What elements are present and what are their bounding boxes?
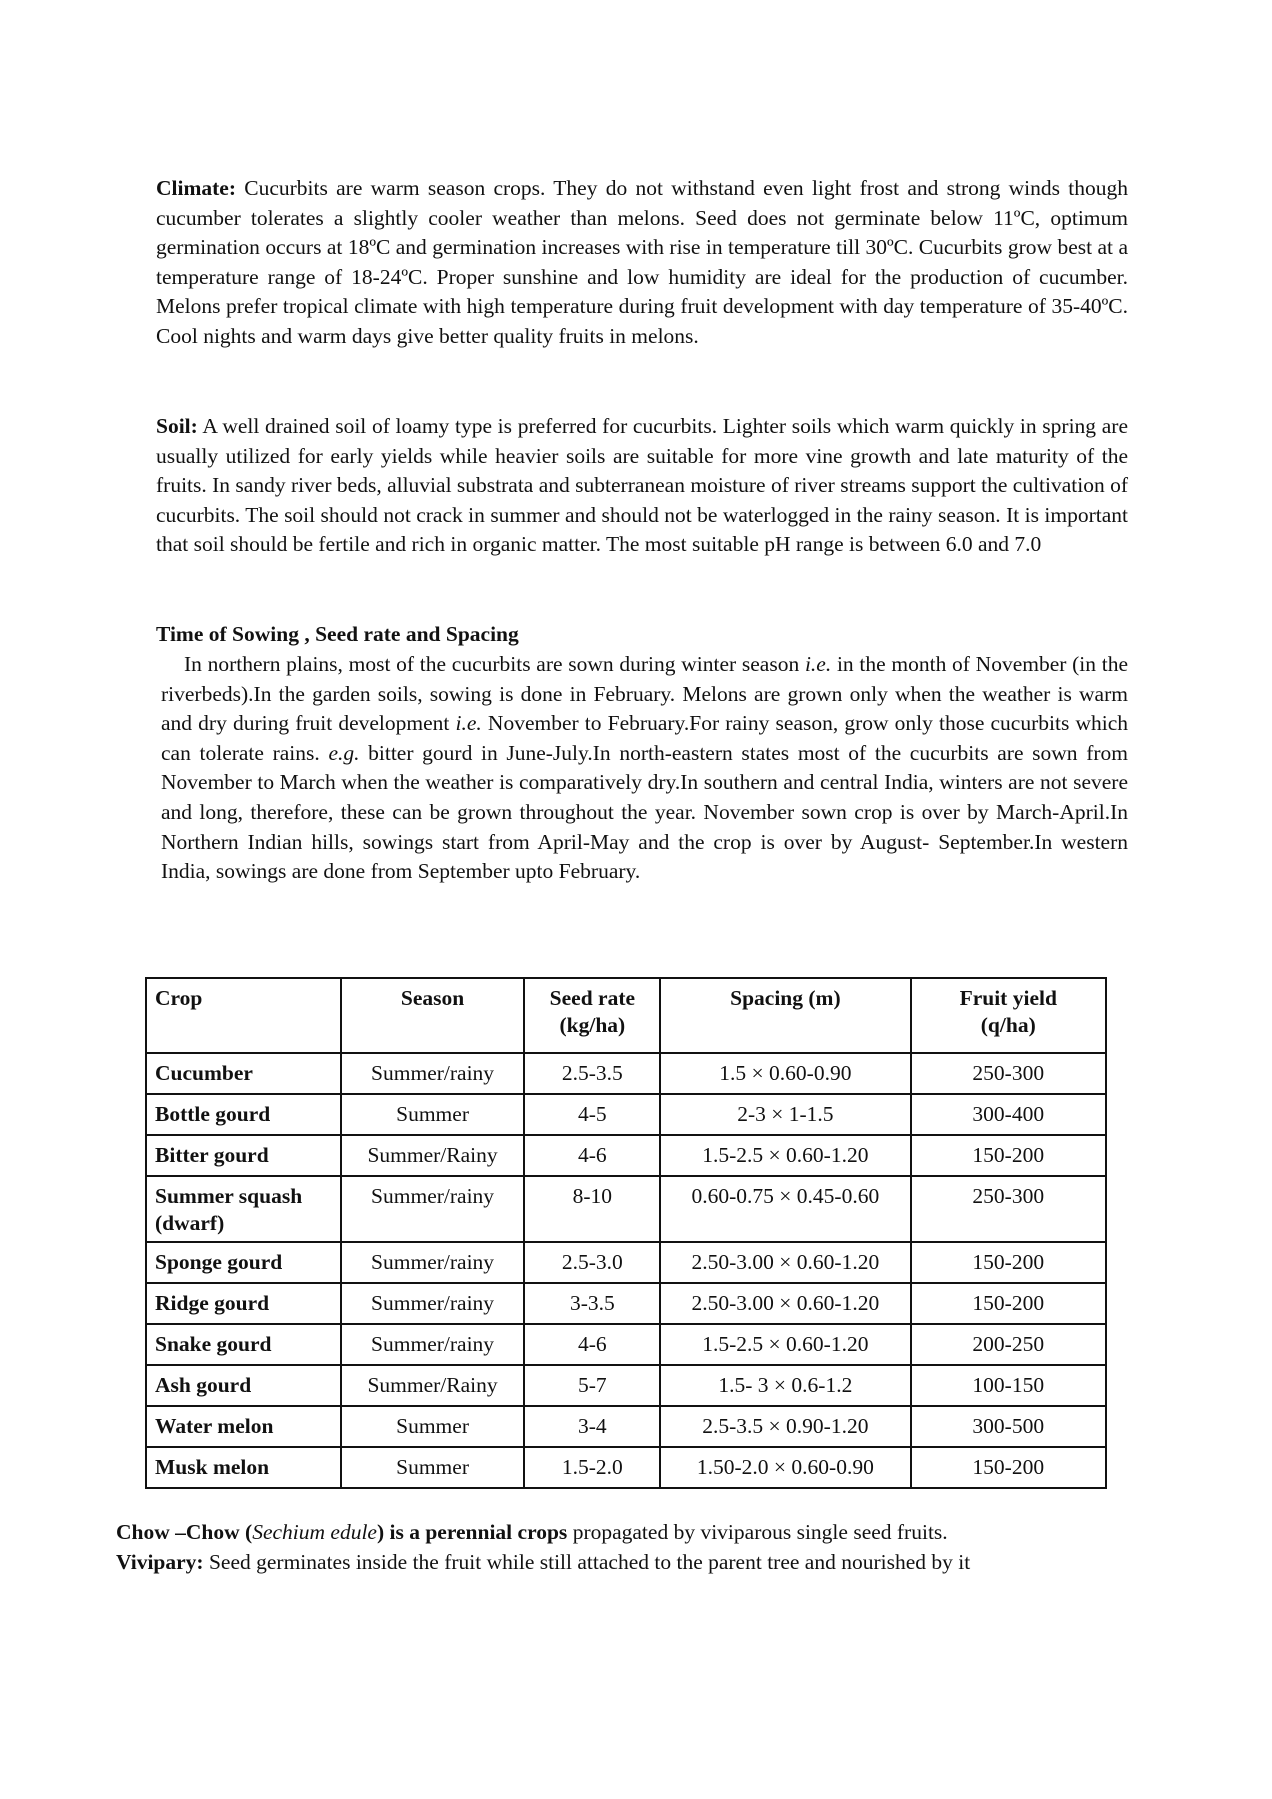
- cell-seed-rate: 4-5: [524, 1094, 660, 1135]
- sowing-paragraph: [161, 650, 1128, 887]
- table-row: [146, 1447, 1106, 1488]
- cell-season: Summer/Rainy: [341, 1135, 525, 1176]
- sowing-text-1: In northern plains, most of the cucurbits are sown during winter season: [184, 652, 805, 676]
- cell-yield: 300-400: [911, 1094, 1106, 1135]
- cell-season: Summer/rainy: [341, 1242, 525, 1283]
- header-fruit-yield: [911, 978, 1106, 1053]
- cell-spacing: 1.5- 3 × 0.6-1.2: [660, 1365, 910, 1406]
- cell-spacing: 1.50-2.0 × 0.60-0.90: [660, 1447, 910, 1488]
- chow-bold-2: ) is a perennial crops: [376, 1520, 568, 1544]
- header-spacing: Spacing (m): [660, 978, 910, 1053]
- chow-chow-line: [116, 1518, 948, 1548]
- crop-table: [145, 977, 1107, 1489]
- climate-label: Climate:: [156, 176, 236, 200]
- cell-yield: 150-200: [911, 1283, 1106, 1324]
- cell-crop: Water melon: [146, 1406, 341, 1447]
- cell-seed-rate: 5-7: [524, 1365, 660, 1406]
- cell-season: Summer: [341, 1447, 525, 1488]
- cell-season: Summer: [341, 1094, 525, 1135]
- cell-crop: Snake gourd: [146, 1324, 341, 1365]
- cell-spacing: 2-3 × 1-1.5: [660, 1094, 910, 1135]
- cell-yield: 150-200: [911, 1447, 1106, 1488]
- header-season: Season: [341, 978, 525, 1053]
- cell-seed-rate: 2.5-3.0: [524, 1242, 660, 1283]
- cell-seed-rate: 4-6: [524, 1324, 660, 1365]
- cell-yield: 250-300: [911, 1176, 1106, 1242]
- cell-seed-rate: 3-3.5: [524, 1283, 660, 1324]
- table-header-row: [146, 978, 1106, 1053]
- cell-crop: Cucumber: [146, 1053, 341, 1094]
- sowing-text-2: in the month of November (in the riverbeds).In the garden soils, sowing is done in February. Melons are grown only when the weather is warm and dry during fruit development: [161, 652, 1128, 736]
- cell-spacing: 1.5 × 0.60-0.90: [660, 1053, 910, 1094]
- chow-bold-1: Chow –Chow (: [116, 1520, 253, 1544]
- cell-seed-rate: 4-6: [524, 1135, 660, 1176]
- cell-season: Summer/rainy: [341, 1324, 525, 1365]
- cell-season: Summer/rainy: [341, 1176, 525, 1242]
- soil-label: Soil:: [156, 414, 198, 438]
- cell-spacing: 0.60-0.75 × 0.45-0.60: [660, 1176, 910, 1242]
- table-row: [146, 1406, 1106, 1447]
- vivipary-text: Seed germinates inside the fruit while still attached to the parent tree and nourished by it: [203, 1550, 971, 1574]
- header-seed-rate-line2: (kg/ha): [559, 1013, 626, 1037]
- cell-crop: Bitter gourd: [146, 1135, 341, 1176]
- header-fruit-yield-line2: (q/ha): [980, 1013, 1036, 1037]
- cell-crop: Bottle gourd: [146, 1094, 341, 1135]
- cell-spacing: 2.5-3.5 × 0.90-1.20: [660, 1406, 910, 1447]
- cell-crop: Sponge gourd: [146, 1242, 341, 1283]
- cell-yield: 300-500: [911, 1406, 1106, 1447]
- cell-season: Summer/rainy: [341, 1283, 525, 1324]
- cell-seed-rate: 3-4: [524, 1406, 660, 1447]
- soil-paragraph: [156, 412, 1128, 560]
- cell-seed-rate: 2.5-3.5: [524, 1053, 660, 1094]
- soil-text: A well drained soil of loamy type is preferred for cucurbits. Lighter soils which warm quickly in spring are usually utilized for early yields while heavier soils are suitable for more vine growth and late maturity of the fruits. In sandy river beds, alluvial substrata and subterranean moisture of river streams support the cultivation of cucurbits. The soil should not crack in summer and should not be waterlogged in the rainy season. It is important that soil should be fertile and rich in organic matter. The most suitable pH range is between 6.0 and 7.0: [156, 414, 1129, 557]
- header-crop: Crop: [146, 978, 341, 1053]
- table-row: [146, 1094, 1106, 1135]
- cell-yield: 150-200: [911, 1242, 1106, 1283]
- chow-scientific-name: Sechium edule: [252, 1520, 377, 1544]
- cell-spacing: 1.5-2.5 × 0.60-1.20: [660, 1135, 910, 1176]
- cell-yield: 150-200: [911, 1135, 1106, 1176]
- sowing-ie-2: i.e.: [455, 711, 482, 736]
- sowing-eg: e.g.: [328, 740, 360, 765]
- sowing-ie-1: i.e.: [804, 652, 832, 676]
- cell-crop: Summer squash (dwarf): [146, 1176, 341, 1242]
- cell-crop: Ash gourd: [146, 1365, 341, 1406]
- vivipary-label: Vivipary:: [116, 1550, 204, 1574]
- cell-spacing: 1.5-2.5 × 0.60-1.20: [660, 1324, 910, 1365]
- cell-yield: 100-150: [911, 1365, 1106, 1406]
- header-seed-rate-line1: Seed rate: [549, 986, 636, 1010]
- table-row: [146, 1135, 1106, 1176]
- sowing-text-3: November to February.For rainy season, grow only those cucurbits which can tolerate rains.: [161, 711, 1128, 765]
- vivipary-line: [116, 1548, 970, 1578]
- table-row: [146, 1324, 1106, 1365]
- header-fruit-yield-line1: Fruit yield: [959, 986, 1057, 1010]
- chow-text: propagated by viviparous single seed fruits.: [567, 1520, 948, 1544]
- climate-paragraph: [156, 174, 1128, 352]
- header-seed-rate: [524, 978, 660, 1053]
- sowing-heading: Time of Sowing , Seed rate and Spacing: [156, 622, 519, 646]
- cell-spacing: 2.50-3.00 × 0.60-1.20: [660, 1242, 910, 1283]
- cell-crop: Musk melon: [146, 1447, 341, 1488]
- cell-seed-rate: 8-10: [524, 1176, 660, 1242]
- cell-season: Summer: [341, 1406, 525, 1447]
- cell-yield: 200-250: [911, 1324, 1106, 1365]
- table-row: [146, 1283, 1106, 1324]
- table-row: [146, 1176, 1106, 1242]
- cell-crop: Ridge gourd: [146, 1283, 341, 1324]
- climate-text: Cucurbits are warm season crops. They do not withstand even light frost and strong winds though cucumber tolerates a slightly cooler weather than melons. Seed does not germinate below 11ºC, optimum germination occurs at 18ºC and germination increases with rise in temperature till 30ºC. Cucurbits grow best at a temperature range of 18-24ºC. Proper sunshine and low humidity are ideal for the production of cucumber. Melons prefer tropical climate with high temperature during fruit development with day temperature of 35-40ºC. Cool nights and warm days give better quality fruits in melons.: [156, 176, 1128, 348]
- table-row: [146, 1365, 1106, 1406]
- cell-spacing: 2.50-3.00 × 0.60-1.20: [660, 1283, 910, 1324]
- cell-season: Summer/rainy: [341, 1053, 525, 1094]
- cell-yield: 250-300: [911, 1053, 1106, 1094]
- cell-season: Summer/Rainy: [341, 1365, 525, 1406]
- table-row: [146, 1242, 1106, 1283]
- sowing-text-4: bitter gourd in June-July.In north-eastern states most of the cucurbits are sown from November to March when the weather is comparatively dry.In southern and central India, winters are not severe and long, therefore, these can be grown throughout the year. November sown crop is over by March-April.In Northern Indian hills, sowings start from April-May and the crop is over by August- September.In western India, sowings are done from September upto February.: [161, 740, 1128, 884]
- table-row: [146, 1053, 1106, 1094]
- cell-seed-rate: 1.5-2.0: [524, 1447, 660, 1488]
